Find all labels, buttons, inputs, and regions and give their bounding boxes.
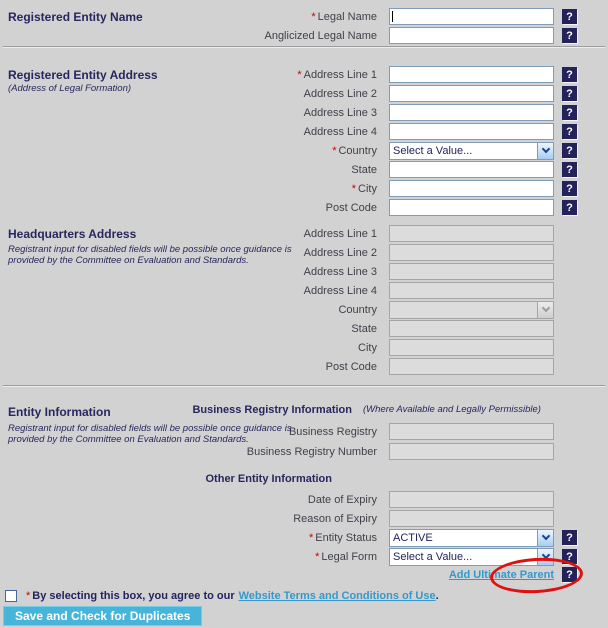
hq-address-line-3-label: Address Line 3 [303, 265, 377, 278]
address-line-4-label: Address Line 4 [303, 125, 377, 138]
legal-form-select[interactable] [389, 548, 554, 566]
address-of-legal-formation-note: (Address of Legal Formation) [8, 83, 132, 94]
business-registry-number-label: Business Registry Number [246, 445, 377, 458]
reason-of-expiry-row [0, 510, 608, 527]
anglicized-legal-name-label: Anglicized Legal Name [264, 29, 377, 42]
city-label: * City [351, 182, 377, 195]
hq-state-row [0, 320, 608, 337]
legal-name-input[interactable] [389, 8, 554, 25]
legal-form-select-value: Select a Value... [393, 550, 473, 563]
other-entity-information-header: Other Entity Information [205, 472, 332, 485]
section-heading-entity-information: Entity Information [8, 405, 111, 419]
help-icon[interactable]: ? [562, 181, 577, 196]
business-registry-number-row [0, 443, 608, 460]
terms-agreement-row [0, 589, 608, 602]
hq-address-line-1-label: Address Line 1 [303, 227, 377, 240]
hq-address-line-4-label: Address Line 4 [303, 284, 377, 297]
save-and-check-duplicates-button[interactable]: Save and Check for Duplicates [3, 606, 202, 626]
required-asterisk: * [26, 589, 31, 602]
entity-status-select-value: ACTIVE [393, 531, 433, 544]
add-ultimate-parent-cell [0, 569, 554, 581]
help-icon[interactable]: ? [562, 567, 577, 582]
legal-form-row [0, 548, 608, 565]
hq-state-input [389, 320, 554, 337]
chevron-down-icon [537, 143, 553, 159]
help-icon[interactable]: ? [562, 200, 577, 215]
hq-post-code-row [0, 358, 608, 375]
post-code-input[interactable] [389, 199, 554, 216]
address-line-1-input[interactable] [389, 66, 554, 83]
chevron-down-icon [537, 302, 553, 318]
section-heading-headquarters-address: Headquarters Address [8, 227, 137, 241]
entity-status-select[interactable] [389, 529, 554, 547]
hq-city-label: City [358, 341, 377, 354]
disabled-fields-note: Registrant input for disabled fields will be possible once guidance is provided by the Committee on Evaluation and Standards. [8, 244, 292, 266]
section-heading-registered-entity-name: Registered Entity Name [8, 10, 143, 24]
disabled-fields-note: Registrant input for disabled fields will be possible once guidance is provided by the Committee on Evaluation and Standards. [8, 423, 292, 445]
section-divider [3, 46, 605, 48]
text-caret [392, 11, 393, 22]
section-headquarters-address [0, 225, 608, 375]
address-line-3-row [0, 104, 608, 121]
post-code-row [0, 199, 608, 216]
help-icon[interactable]: ? [562, 124, 577, 139]
help-icon[interactable]: ? [562, 28, 577, 43]
section-heading-registered-entity-address: Registered Entity Address [8, 68, 158, 82]
country-label: * Country [332, 144, 377, 157]
country-select-value: Select a Value... [393, 144, 473, 157]
reason-of-expiry-input [389, 510, 554, 527]
required-asterisk: * [351, 182, 357, 195]
hq-country-row [0, 301, 608, 318]
city-input[interactable] [389, 180, 554, 197]
hq-address-line-4-row [0, 282, 608, 299]
hq-country-select-value [390, 302, 537, 318]
state-row [0, 161, 608, 178]
hq-state-label: State [351, 322, 377, 335]
hq-city-input [389, 339, 554, 356]
business-registry-label: Business Registry [288, 425, 377, 438]
business-registry-number-input [389, 443, 554, 460]
date-of-expiry-label: Date of Expiry [307, 493, 377, 506]
hq-address-line-3-input [389, 263, 554, 280]
chevron-down-icon [537, 530, 553, 546]
add-ultimate-parent-link[interactable]: Add Ultimate Parent [448, 568, 554, 581]
agreement-period: . [435, 589, 439, 602]
address-line-2-label: Address Line 2 [303, 87, 377, 100]
section-registered-entity-name [0, 8, 608, 44]
hq-country-label: Country [338, 303, 377, 316]
anglicized-legal-name-row [0, 27, 608, 44]
address-line-3-input[interactable] [389, 104, 554, 121]
chevron-down-icon [537, 549, 553, 565]
post-code-label: Post Code [325, 201, 377, 214]
legal-name-label: * Legal Name [311, 10, 377, 23]
help-icon[interactable]: ? [562, 530, 577, 545]
add-ultimate-parent-row [0, 567, 608, 582]
country-row [0, 142, 608, 159]
hq-address-line-1-input [389, 225, 554, 242]
required-asterisk: * [311, 10, 316, 23]
help-icon[interactable]: ? [562, 143, 577, 158]
hq-post-code-label: Post Code [325, 360, 377, 373]
state-input[interactable] [389, 161, 554, 178]
help-icon[interactable]: ? [562, 549, 577, 564]
required-asterisk: * [297, 68, 302, 81]
required-asterisk: * [315, 550, 320, 563]
business-registry-information-header: Business Registry Information [192, 403, 352, 416]
hq-city-row [0, 339, 608, 356]
address-line-2-input[interactable] [389, 85, 554, 102]
address-line-4-input[interactable] [389, 123, 554, 140]
entity-status-row [0, 529, 608, 546]
country-select[interactable] [389, 142, 554, 160]
other-entity-information-header-row [0, 472, 608, 485]
state-label: State [351, 163, 377, 176]
entity-status-label: * Entity Status [308, 531, 377, 544]
address-line-3-label: Address Line 3 [303, 106, 377, 119]
date-of-expiry-input [389, 491, 554, 508]
reason-of-expiry-label: Reason of Expiry [293, 512, 377, 525]
address-line-1-label: * Address Line 1 [297, 68, 377, 81]
hq-address-line-4-input [389, 282, 554, 299]
agreement-text: By selecting this box, you agree to our [32, 589, 235, 602]
hq-address-line-2-label: Address Line 2 [303, 246, 377, 259]
help-icon[interactable]: ? [562, 86, 577, 101]
required-asterisk: * [308, 531, 314, 544]
help-icon[interactable]: ? [562, 162, 577, 177]
hq-address-line-2-input [389, 244, 554, 261]
address-line-4-row [0, 123, 608, 140]
business-registry-input [389, 423, 554, 440]
help-icon[interactable]: ? [562, 67, 577, 82]
hq-post-code-input [389, 358, 554, 375]
city-row [0, 180, 608, 197]
date-of-expiry-row [0, 491, 608, 508]
anglicized-legal-name-input[interactable] [389, 27, 554, 44]
required-asterisk: * [332, 144, 337, 157]
terms-checkbox[interactable] [5, 590, 17, 602]
section-entity-information [0, 403, 608, 582]
legal-form-label: * Legal Form [315, 550, 377, 563]
where-available-note: (Where Available and Legally Permissible) [363, 404, 541, 415]
section-registered-entity-address [0, 66, 608, 216]
section-divider [3, 385, 605, 387]
hq-country-select [389, 301, 554, 319]
help-icon[interactable]: ? [562, 105, 577, 120]
terms-link[interactable]: Website Terms and Conditions of Use [238, 589, 436, 602]
help-icon[interactable]: ? [562, 9, 577, 24]
